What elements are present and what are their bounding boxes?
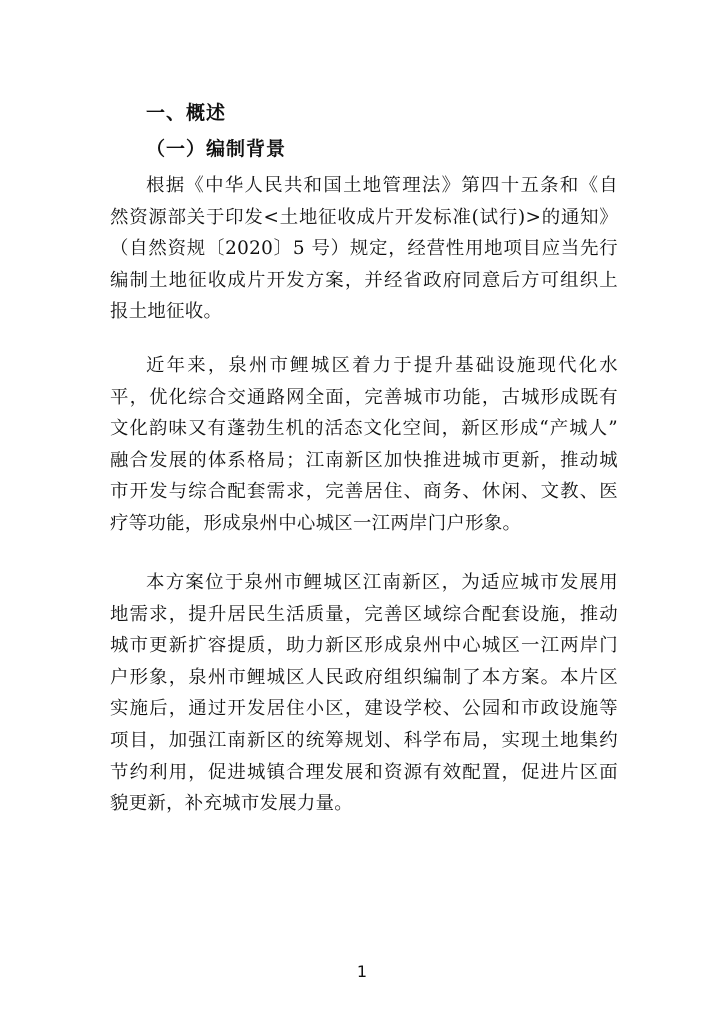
paragraph-1 xyxy=(110,170,618,328)
paragraph-line: 融合发展的体系格局；江南新区加快推进城市更新，推动城 xyxy=(110,449,618,471)
paragraph-line: 项目，加强江南新区的统筹规划、科学布局，实现土地集约 xyxy=(110,729,618,751)
paragraph-line: 貌更新，补充城市发展力量。 xyxy=(110,793,353,815)
paragraph-line: 编制土地征收成片开发方案，并经省政府同意后方可组织上 xyxy=(110,269,618,291)
paragraph-line: 市开发与综合配套需求，完善居住、商务、休闲、文教、医 xyxy=(110,481,618,503)
paragraph-line: 平，优化综合交通路网全面，完善城市功能，古城形成既有 xyxy=(110,386,618,408)
paragraph-line: 实施后，通过开发居住小区，建设学校、公园和市政设施等 xyxy=(110,698,618,720)
paragraph-line: 城市更新扩容提质，助力新区形成泉州中心城区一江两岸门 xyxy=(110,635,618,657)
paragraph-2 xyxy=(110,350,618,540)
paragraph-line: 疗等功能，形成泉州中心城区一江两岸门户形象。 xyxy=(110,512,522,534)
paragraph-line: 地需求，提升居民生活质量，完善区域综合配套设施，推动 xyxy=(110,603,618,625)
paragraph-line: 节约利用，促进城镇合理发展和资源有效配置，促进片区面 xyxy=(110,761,618,783)
paragraph-line: 报土地征收。 xyxy=(110,301,223,323)
paragraph-line: 本方案位于泉州市鲤城区江南新区，为适应城市发展用 xyxy=(146,572,618,593)
paragraph-line: 近年来，泉州市鲤城区着力于提升基础设施现代化水 xyxy=(146,355,618,376)
paragraph-3 xyxy=(110,567,618,820)
section-heading: 一、概述 xyxy=(146,102,227,124)
paragraph-line: 文化韵味又有蓬勃生机的活态文化空间，新区形成“产城人” xyxy=(110,418,618,440)
paragraph-line: 然资源部关于印发<土地征收成片开发标准(试行)>的通知》 xyxy=(110,206,618,228)
subsection-heading: （一）编制背景 xyxy=(146,138,287,160)
page-number: 1 xyxy=(356,962,368,981)
paragraph-line: 根据《中华人民共和国土地管理法》第四十五条和《自 xyxy=(146,175,618,196)
paragraph-line: 户形象，泉州市鲤城区人民政府组织编制了本方案。本片区 xyxy=(110,666,618,688)
paragraph-line: （自然资规〔2020〕5 号）规定，经营性用地项目应当先行 xyxy=(110,238,618,260)
